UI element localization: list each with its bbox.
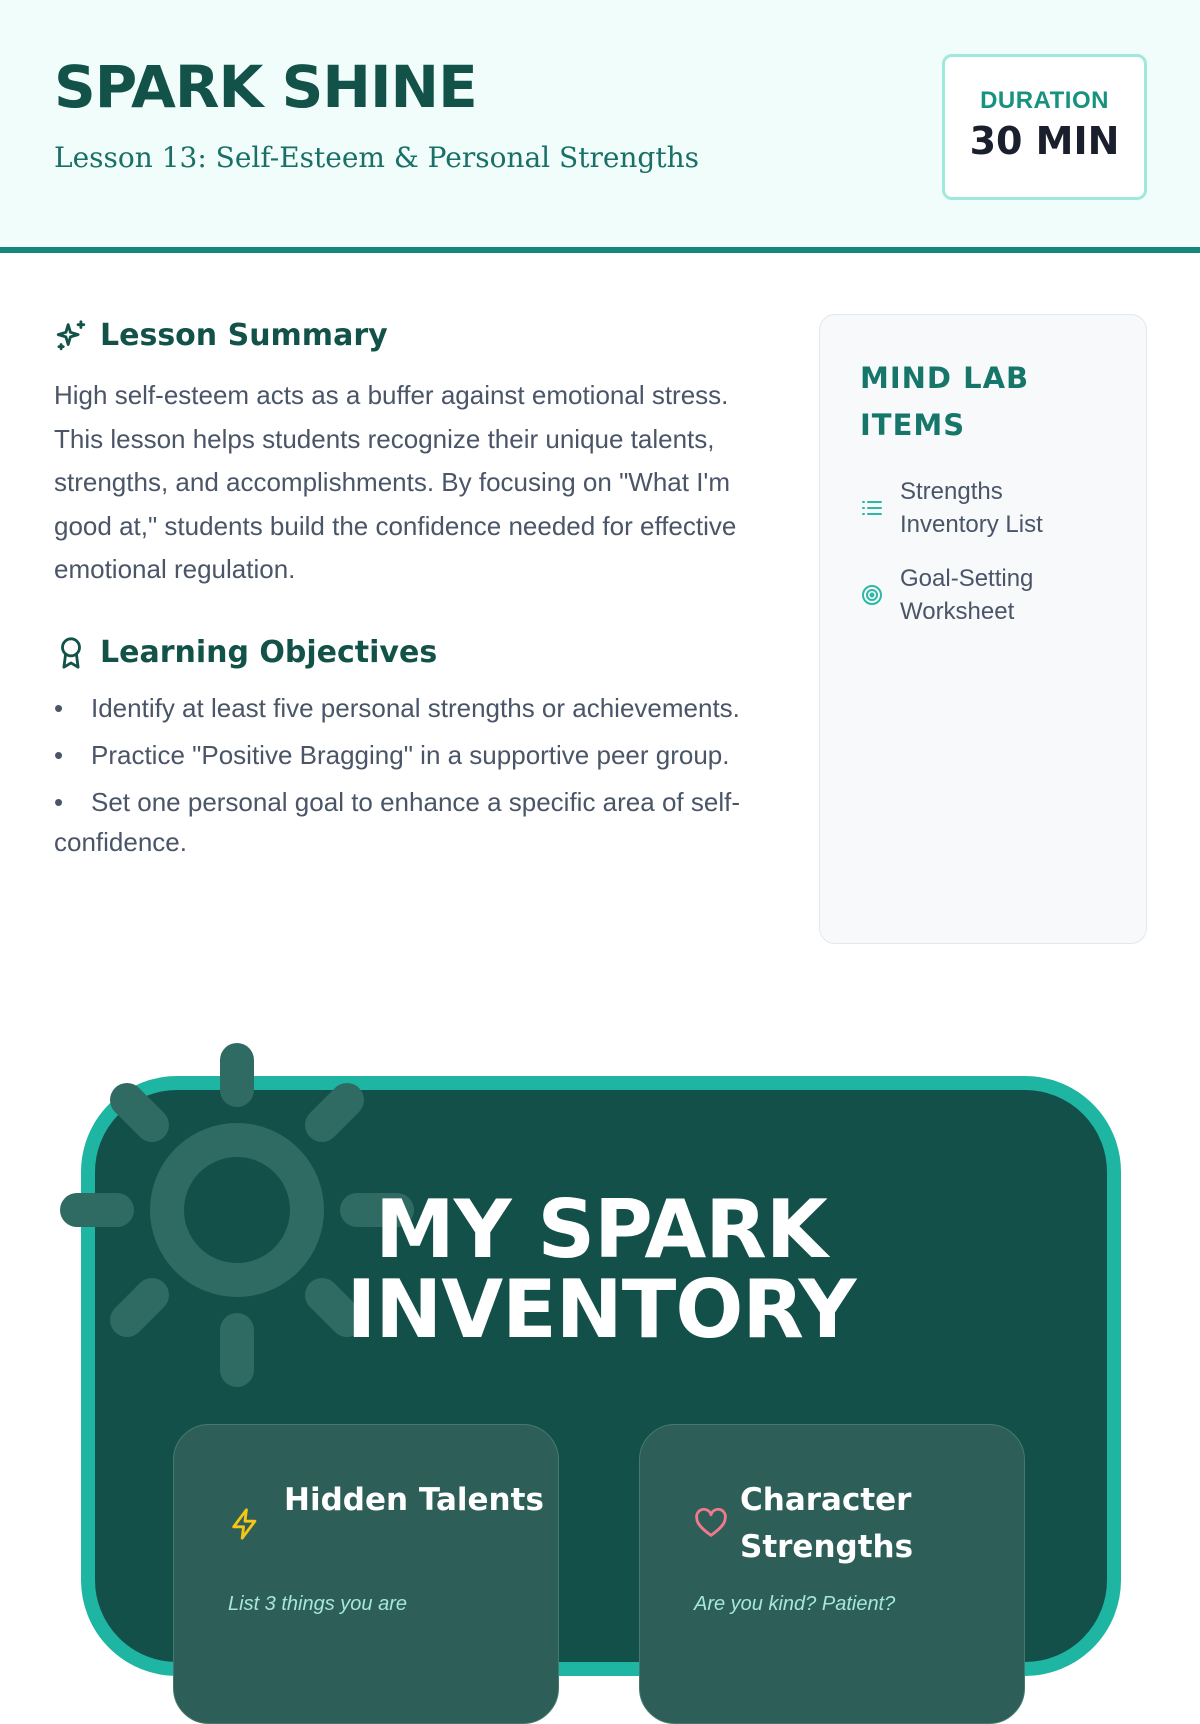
mind-lab-item bbox=[860, 562, 1100, 628]
objective-item: • Practice "Positive Bragging" in a supportive peer group. bbox=[54, 735, 754, 775]
learning-objectives-title: Learning Objectives bbox=[100, 635, 438, 670]
lesson-summary-title: Lesson Summary bbox=[100, 318, 388, 353]
poster-title-line1: MY SPARK bbox=[375, 1183, 827, 1276]
duration-badge bbox=[942, 54, 1147, 200]
hidden-talents-card bbox=[173, 1424, 559, 1724]
list-icon bbox=[860, 496, 884, 520]
mind-lab-item-label: Strengths Inventory List bbox=[900, 478, 1043, 538]
spark-inventory-poster bbox=[81, 1076, 1121, 1676]
target-icon bbox=[860, 583, 884, 607]
learning-objectives-heading bbox=[54, 635, 437, 670]
mind-lab-item bbox=[860, 475, 1100, 541]
card-hint: List 3 things you are bbox=[228, 1593, 407, 1615]
lesson-header bbox=[0, 0, 1200, 253]
lesson-summary-text: High self-esteem acts as a buffer against emotional stress. This lesson helps students recognize their unique talents, strengths, and accomplishments. By focusing on "What I'm good at," students build the confidence needed for effective emotional regulation. bbox=[54, 380, 737, 584]
objectives-list bbox=[54, 688, 754, 869]
award-icon bbox=[54, 636, 88, 670]
mind-lab-item-label: Goal-Setting Worksheet bbox=[900, 565, 1034, 625]
mind-lab-card bbox=[819, 314, 1147, 944]
card-title: Character Strengths bbox=[740, 1482, 914, 1565]
card-title: Hidden Talents bbox=[284, 1482, 544, 1518]
brand-title: SPARK SHINE bbox=[54, 53, 477, 121]
lightning-icon bbox=[228, 1507, 262, 1541]
sparkles-icon bbox=[54, 319, 88, 353]
lesson-subtitle: Lesson 13: Self-Esteem & Personal Strengths bbox=[54, 141, 700, 174]
lesson-summary-heading bbox=[54, 318, 388, 353]
heart-icon bbox=[694, 1507, 728, 1541]
objective-item: • Set one personal goal to enhance a specific area of self-confidence. bbox=[54, 782, 754, 862]
duration-value: 30 MIN bbox=[969, 119, 1120, 163]
duration-label: DURATION bbox=[980, 87, 1109, 114]
character-strengths-card bbox=[639, 1424, 1025, 1724]
card-hint: Are you kind? Patient? bbox=[694, 1593, 896, 1615]
poster-title bbox=[95, 1183, 1107, 1356]
mind-lab-title: MIND LAB ITEMS bbox=[860, 361, 1030, 442]
poster-title-line2: INVENTORY bbox=[346, 1263, 856, 1356]
objective-item: • Identify at least five personal strengths or achievements. bbox=[54, 688, 754, 728]
